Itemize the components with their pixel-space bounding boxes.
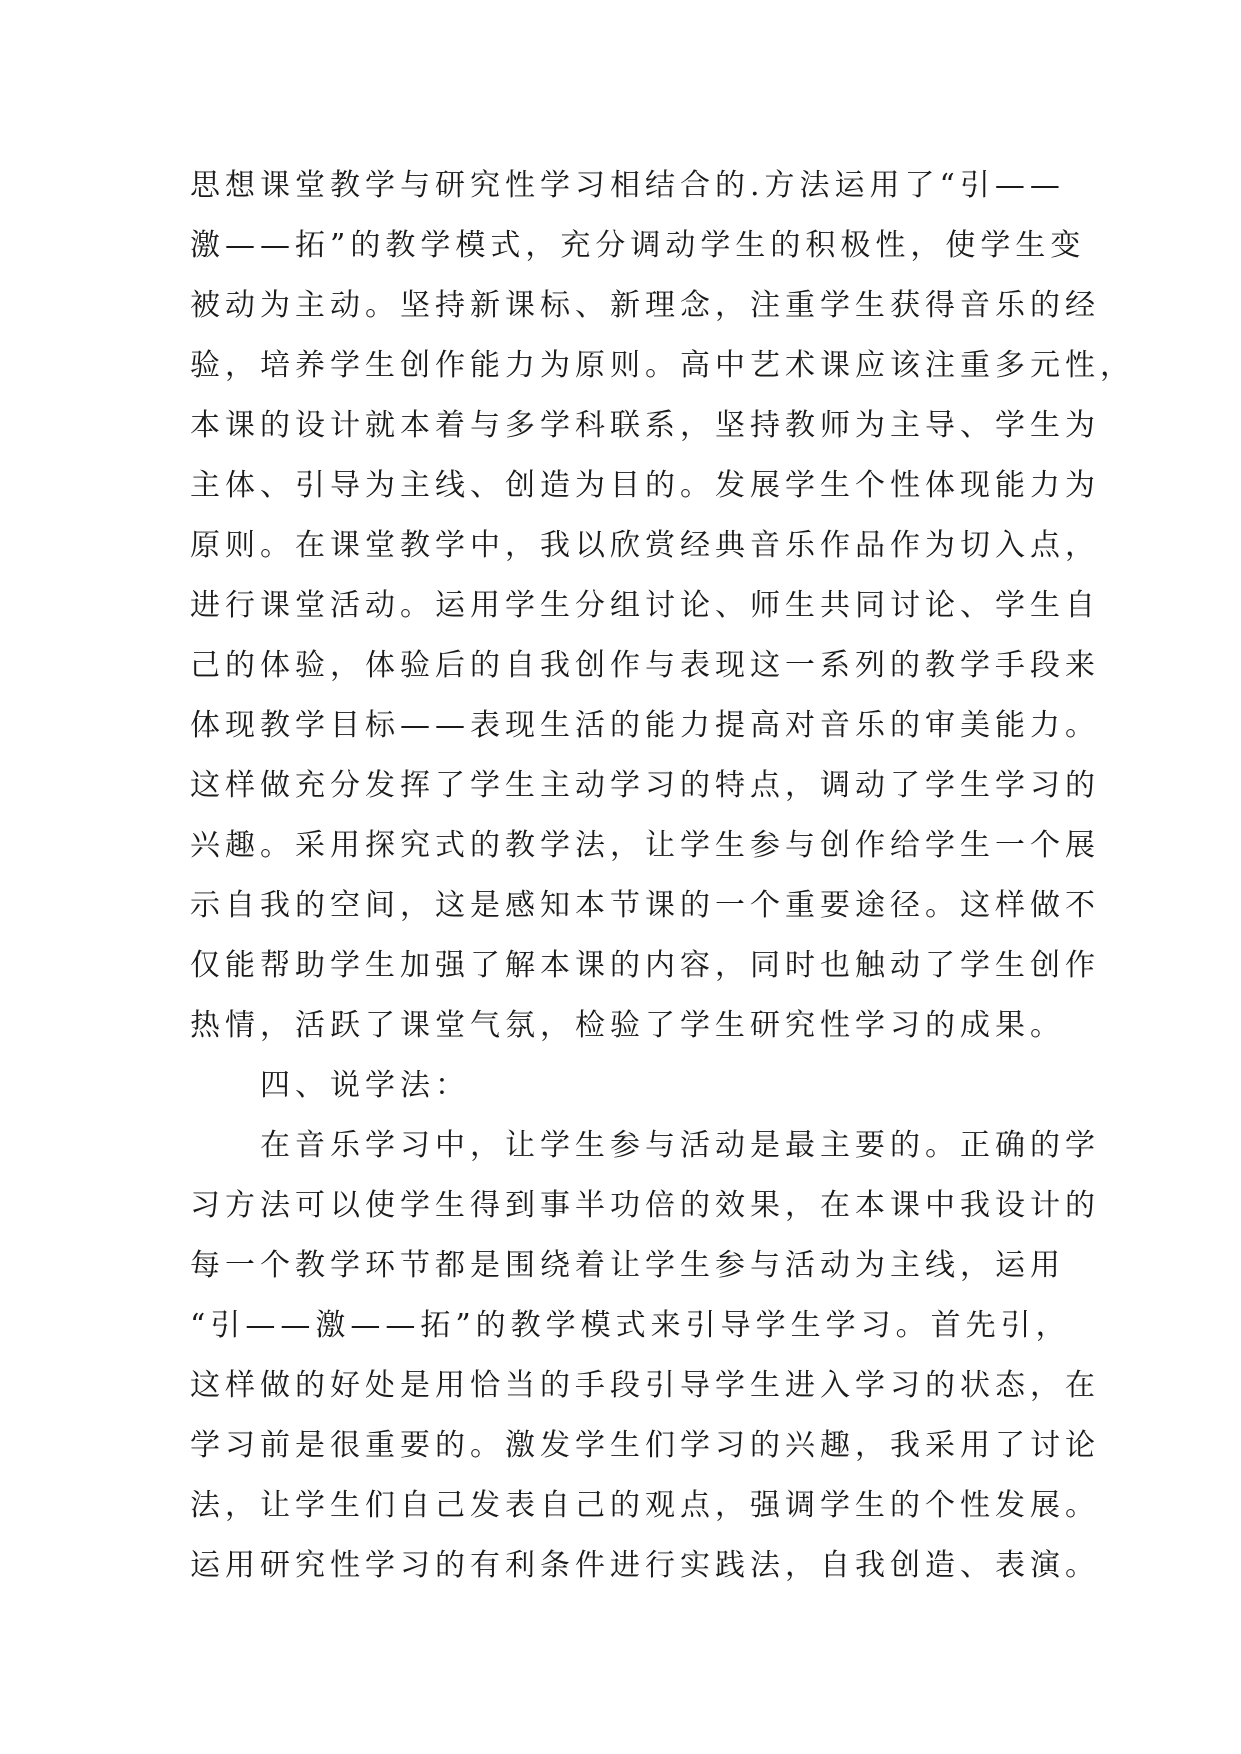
text-line: 每一个教学环节都是围绕着让学生参与活动为主线，运用 bbox=[190, 1248, 1065, 1283]
section-heading: 四、说学法： bbox=[190, 1068, 470, 1103]
body-text bbox=[190, 156, 1135, 1596]
text-line: 兴趣。采用探究式的教学法，让学生参与创作给学生一个展 bbox=[190, 828, 1100, 863]
text-line: 运用研究性学习的有利条件进行实践法，自我创造、表演。 bbox=[190, 1548, 1100, 1583]
text-line: 体现教学目标——表现生活的能力提高对音乐的审美能力。 bbox=[190, 708, 1100, 743]
text-line: 这样做充分发挥了学生主动学习的特点，调动了学生学习的 bbox=[190, 768, 1100, 803]
text-line: 验，培养学生创作能力为原则。高中艺术课应该注重多元性， bbox=[190, 348, 1135, 383]
text-line: 被动为主动。坚持新课标、新理念，注重学生获得音乐的经 bbox=[190, 288, 1100, 323]
text-line: 己的体验，体验后的自我创作与表现这一系列的教学手段来 bbox=[190, 648, 1100, 683]
text-line: 这样做的好处是用恰当的手段引导学生进入学习的状态，在 bbox=[190, 1368, 1100, 1403]
text-line: 法，让学生们自己发表自己的观点，强调学生的个性发展。 bbox=[190, 1488, 1100, 1523]
text-line: “引——激——拓”的教学模式来引导学生学习。首先引， bbox=[190, 1308, 1071, 1343]
text-line: 激——拓”的教学模式，充分调动学生的积极性，使学生变 bbox=[190, 228, 1086, 263]
text-line: 在音乐学习中，让学生参与活动是最主要的。正确的学 bbox=[190, 1128, 1100, 1163]
text-line: 本课的设计就本着与多学科联系，坚持教师为主导、学生为 bbox=[190, 408, 1100, 443]
text-line: 主体、引导为主线、创造为目的。发展学生个性体现能力为 bbox=[190, 468, 1100, 503]
text-line: 仅能帮助学生加强了解本课的内容，同时也触动了学生创作 bbox=[190, 948, 1100, 983]
text-line: 思想课堂教学与研究性学习相结合的.方法运用了“引—— bbox=[190, 168, 1065, 203]
text-line: 热情，活跃了课堂气氛，检验了学生研究性学习的成果。 bbox=[190, 1008, 1065, 1043]
text-line: 学习前是很重要的。激发学生们学习的兴趣，我采用了讨论 bbox=[190, 1428, 1100, 1463]
text-line: 进行课堂活动。运用学生分组讨论、师生共同讨论、学生自 bbox=[190, 588, 1100, 623]
text-line: 原则。在课堂教学中，我以欣赏经典音乐作品作为切入点， bbox=[190, 528, 1100, 563]
text-line: 示自我的空间，这是感知本节课的一个重要途径。这样做不 bbox=[190, 888, 1100, 923]
text-line: 习方法可以使学生得到事半功倍的效果，在本课中我设计的 bbox=[190, 1188, 1100, 1223]
